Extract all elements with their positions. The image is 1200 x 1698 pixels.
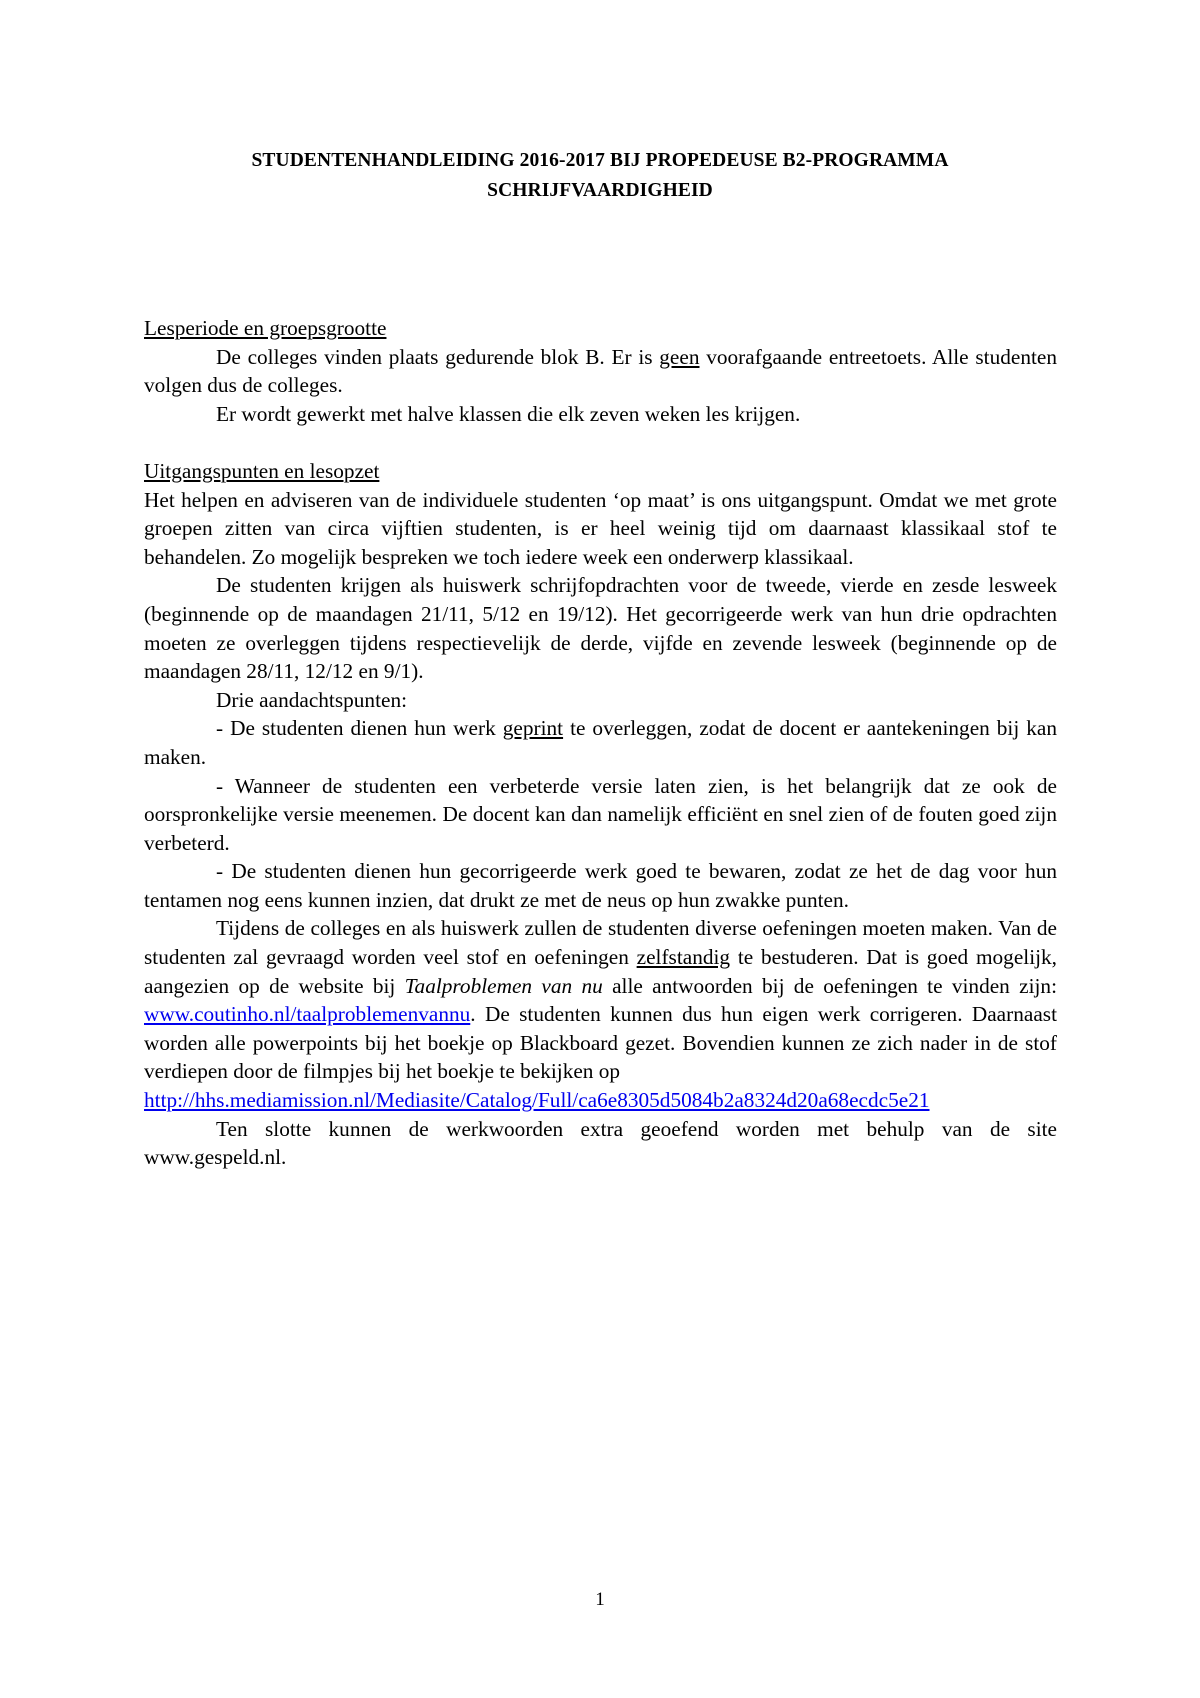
paragraph-bewaren: - De studenten dienen hun gecorrigeerde werk goed te bewaren, zodat ze het de dag voor hun tentamen nog eens kunnen inzien, dat drukt ze met de neus op hun zwakke punten. (144, 859, 1057, 912)
paragraph-oefeningen (144, 914, 1057, 1114)
text-segment: te overleggen, zodat de docent er aantekeningen bij kan maken. (144, 716, 1057, 769)
section-heading-lesperiode: Lesperiode en groepsgrootte (144, 316, 387, 340)
text-segment: De colleges vinden plaats gedurende blok B. Er is (216, 344, 660, 369)
text-segment: alle antwoorden bij de oefeningen te vinden zijn: (602, 973, 1057, 998)
underlined-word-geen: geen (659, 344, 700, 369)
underlined-word-zelfstandig: zelfstandig (636, 945, 731, 970)
paragraph-aandachtspunten: Drie aandachtspunten: (216, 687, 408, 712)
coutinho-link[interactable]: www.coutinho.nl/taalproblemenvannu (144, 1002, 471, 1027)
paragraph-werkwoorden: Ten slotte kunnen de werkwoorden extra geoefend worden met behulp van de site www.gespeld.nl. (144, 1116, 1057, 1170)
text-segment: Tijdens de colleges en als huiswerk zullen de studenten diverse oefeningen moeten maken. Van de studenten zal gevraagd worden veel stof en oefeningen (144, 916, 1057, 970)
mediasite-link[interactable]: http://hhs.mediamission.nl/Mediasite/Catalog/Full/ca6e8305d5084b2a8324d20a68ecdc5e21 (144, 1088, 930, 1113)
paragraph-halve-klassen: Er wordt gewerkt met halve klassen die elk zeven weken les krijgen. (216, 401, 801, 426)
paragraph-uitgangspunt: Het helpen en adviseren van de individuele studenten ‘op maat’ is ons uitgangspunt. Omdat we met grote groepen zitten van circa vijftien studenten, is er heel weinig tijd om daarnaast klassikaal stof te behandelen. Zo mogelijk bespreken we toch iedere week een onderwerp klassikaal. (144, 487, 1057, 569)
paragraph-colleges (144, 343, 1057, 400)
paragraph-geprint (144, 714, 1057, 771)
document-body (144, 314, 1057, 1172)
paragraph-verbeterde-versie: - Wanneer de studenten een verbeterde versie laten zien, is het belangrijk dat ze ook de oorspronkelijke versie meenemen. De docent kan dan namelijk efficiënt en snel zien of de fouten goed zijn verbeterd. (144, 773, 1057, 855)
paragraph-huiswerk: De studenten krijgen als huiswerk schrijfopdrachten voor de tweede, vierde en zesde lesweek (beginnende op de maandagen 21/11, 5/12 en 19/12). Het gecorrigeerde werk van hun drie opdrachten moeten ze overleggen tijdens respectievelijk de derde, vijfde en zevende lesweek (beginnende op de maandagen 28/11, 12/12 en 9/1). (144, 573, 1057, 684)
document-title (144, 146, 1056, 206)
text-segment: voorafgaande entreetoets. Alle studenten volgen dus de colleges. (144, 344, 1057, 398)
title-line-1: STUDENTENHANDLEIDING 2016-2017 BIJ PROPEDEUSE B2-PROGRAMMA (251, 150, 949, 171)
title-line-2: SCHRIJFVAARDIGHEID (487, 180, 713, 201)
italic-book-title: Taalproblemen van nu (404, 973, 603, 998)
page-number: 1 (595, 1589, 605, 1610)
text-segment: . De studenten kunnen dus hun eigen werk corrigeren. Daarnaast worden alle powerpoints bij het boekje op Blackboard gezet. Bovendien kunnen ze zich nader in de stof verdiepen door de filmpjes bij het boekje te bekijken op (144, 1002, 1057, 1084)
text-segment: te bestuderen. Dat is goed mogelijk, aangezien op de website bij (144, 945, 1057, 998)
underlined-word-geprint: geprint (502, 716, 564, 741)
section-heading-uitgangspunten: Uitgangspunten en lesopzet (144, 458, 380, 483)
text-segment: - De studenten dienen hun werk (216, 716, 503, 741)
